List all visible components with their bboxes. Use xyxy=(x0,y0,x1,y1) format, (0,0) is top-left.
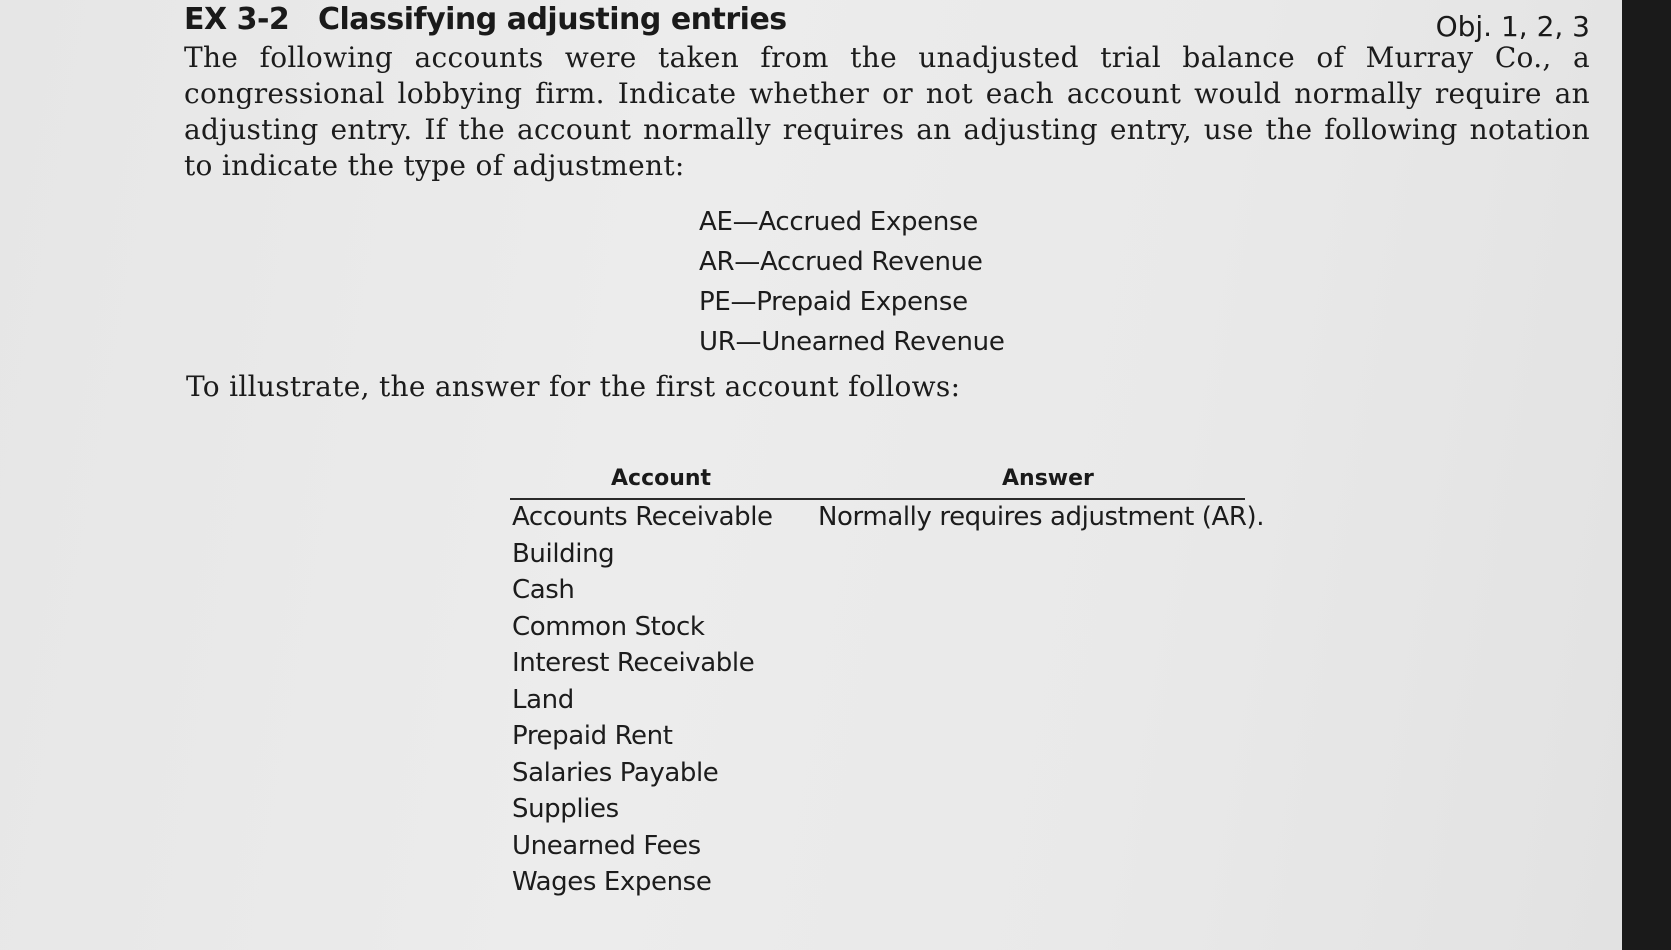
adjustment-notation-legend xyxy=(699,202,1119,362)
table-row xyxy=(510,792,1245,829)
table-row xyxy=(510,829,1245,866)
account-name: Building xyxy=(512,538,615,569)
table-row xyxy=(510,646,1245,683)
account-name: Accounts Receivable xyxy=(512,502,773,532)
screen-edge xyxy=(1622,0,1671,950)
account-name: Unearned Fees xyxy=(512,830,701,861)
legend-item-ur: UR—Unearned Revenue xyxy=(699,327,1005,357)
account-name: Supplies xyxy=(512,794,619,824)
account-answer-table xyxy=(510,464,1265,902)
account-name: Land xyxy=(512,684,574,715)
table-body xyxy=(510,500,1265,902)
column-header-answer: Answer xyxy=(1002,466,1094,491)
exercise-instructions: The following accounts were taken from the unadjusted trial balance of Murray Co., a congressional lobbying firm. Indicate whether or not each account would normally require an adjusting entry. If the account normally requires an adjusting entry, use the following notation to indicate the type of adjustment: xyxy=(184,41,1590,182)
learning-objectives: Obj. 1, 2, 3 xyxy=(1435,10,1590,43)
account-name: Interest Receivable xyxy=(512,648,755,678)
exercise-title: Classifying adjusting entries xyxy=(318,2,787,37)
table-row xyxy=(510,573,1245,610)
account-name: Prepaid Rent xyxy=(512,721,673,751)
legend-item-ar: AR—Accrued Revenue xyxy=(699,247,983,277)
table-row xyxy=(510,500,1265,537)
table-row xyxy=(510,756,1245,793)
account-answer: Normally requires adjustment (AR). xyxy=(818,502,1265,532)
account-name: Salaries Payable xyxy=(512,757,719,788)
column-header-account: Account xyxy=(611,466,712,491)
table-row xyxy=(510,683,1245,720)
account-name: Common Stock xyxy=(512,611,705,642)
table-header-row xyxy=(510,464,1245,500)
legend-item-pe: PE—Prepaid Expense xyxy=(699,287,968,317)
table-row xyxy=(510,610,1245,647)
account-name: Wages Expense xyxy=(512,867,712,897)
legend-item-ae: AE—Accrued Expense xyxy=(699,207,979,237)
account-name: Cash xyxy=(512,575,575,605)
table-row xyxy=(510,719,1245,756)
table-row xyxy=(510,865,1245,902)
exercise-number: EX 3-2 xyxy=(184,2,290,37)
table-row xyxy=(510,537,1245,574)
illustration-note: To illustrate, the answer for the first account follows: xyxy=(186,370,961,403)
